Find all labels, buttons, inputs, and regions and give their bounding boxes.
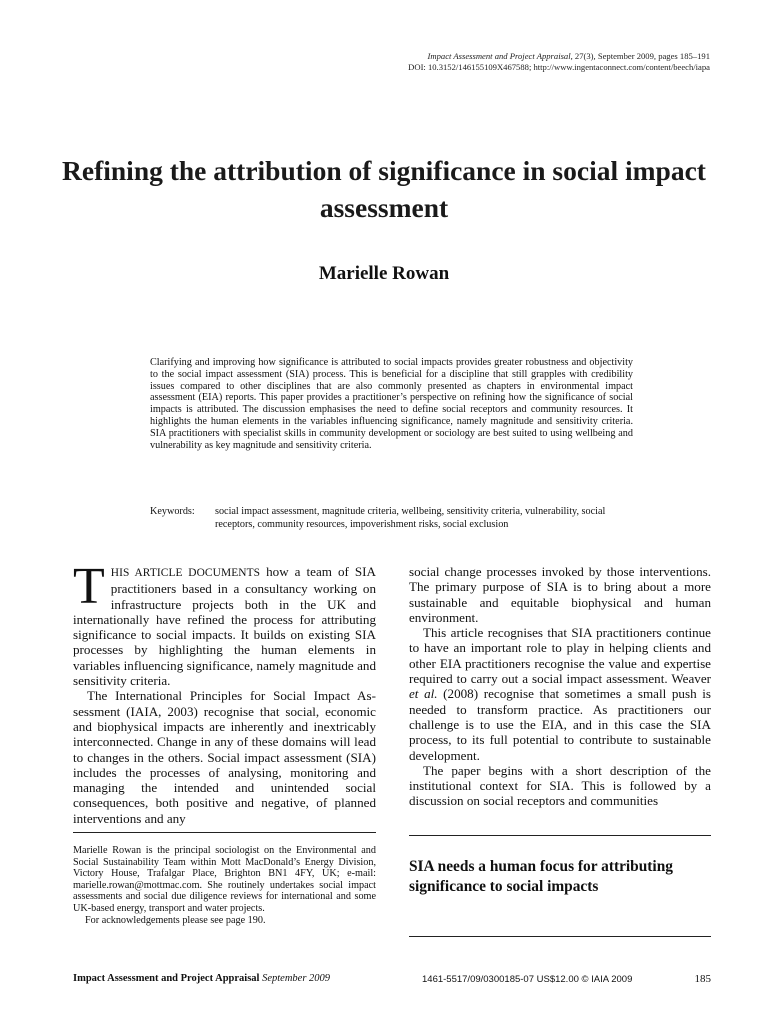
page-number: 185 [694, 973, 711, 985]
doi-line: DOI: 10.3152/146155109X467588; http://www.ingentaconnect.com/content/beech/iapa [408, 62, 710, 72]
footnote-divider [73, 832, 376, 833]
paragraph-practitioners-text-end: (2008) recognise that sometimes a small push is needed to transform practice. As practitioners our challenge is to use the EIA, and in this case the SIA process, to its full potential to contribute to sustainable development. [409, 686, 711, 763]
citation-line [408, 51, 710, 62]
citation-header [408, 51, 710, 73]
lead-in-caps: HIS ARTICLE DOCUMENTS [110, 567, 261, 579]
paragraph-continued: social change processes invoked by those interventions. The primary purpose of SIA is to bring about a more sustainable and equitable biophysical and human environment. [409, 564, 711, 625]
keywords-label: Keywords: [150, 506, 195, 517]
footer-issn-code: 1461-5517/09/0300185-07 US$12.00 © IAIA 2009 [422, 974, 633, 985]
paragraph-intro [73, 558, 376, 689]
acknowledgements-note: For acknowledgements please see page 190. [85, 914, 266, 926]
footer-journal [73, 973, 330, 984]
paragraph-intro-text: how a team of SIA practitioners based in a consultancy working on infrastructure projects both in the UK and internationally have refined the process for attributing significance to social impacts. It builds on existing SIA processes by highlighting the human elements in variables influencing significance, namely magnitude and sensitivity criteria. [73, 564, 376, 689]
author-name: Marielle Rowan [318, 263, 450, 284]
paragraph-practitioners-text: This article recognises that SIA practitioners continue to have an important role to play in helping clients and other EIA practitioners recognise the value and expertise required to carry out a social impact assessment. Weaver [409, 625, 711, 687]
citation-et-al: et al. [409, 686, 438, 702]
paragraph-practitioners [409, 625, 711, 763]
footer-journal-name: Impact Assessment and Project Appraisal [73, 973, 260, 984]
sidebar-top-rule [409, 835, 711, 836]
body-column-left [73, 558, 376, 826]
abstract: Clarifying and improving how significance is attributed to social impacts provides greater robustness and objectivity to the social impact assessment (SIA) process. This is beneficial for a discipline that still grapples with credibility issues compared to other disciplines that are also commonly presented as chapters in environmental impact assessment (EIA) reports. This paper provides a practitioner’s perspective on refining how the significance of social impacts is attributed. The discussion emphasises the need to define social receptors and community resources. It highlights the human elements in the variables influencing significance, namely magnitude and sensitivity criteria. SIA practitioners with specialist skills in community development or sociology are best suited to using wellbeing and vulnerability as key magnitude and sensitivity criteria. [150, 357, 633, 451]
body-column-right [409, 564, 711, 809]
paragraph-outline: The paper begins with a short description of the institutional context for SIA. This is followed by a discussion on social receptors and communities [409, 762, 711, 809]
drop-cap: T [73, 558, 105, 615]
paragraph-principles: The International Principles for Social Impact Assessment (IAIA, 2003) recognise that social, economic and biophysical impacts are inherently and inextricably interconnected. Change in any of these domains will lead to changes in the others. Social impact assessment (SIA) includes the processes of analysing, monitoring and managing the intended and unintended social consequences, both positive and negative, of planned interventions and any [73, 688, 376, 826]
article-title: Refining the attribution of significance in social impact assessment [62, 155, 706, 223]
author-footnote [73, 845, 376, 926]
keywords [150, 506, 635, 531]
section-heading: SIA needs a human focus for attributing significance to social impacts [409, 858, 673, 895]
footer-date: September 2009 [259, 973, 331, 984]
citation-details: , 27(3), September 2009, pages 185–191 [570, 51, 710, 61]
sidebar-bottom-rule [409, 936, 711, 937]
keywords-list: social impact assessment, magnitude criteria, wellbeing, sensitivity criteria, vulnerability, social receptors, community resources, impoverishment risks, social exclusion [215, 506, 606, 530]
page-footer [73, 973, 711, 987]
author-bio: Marielle Rowan is the principal sociologist on the Environmental and Social Sustainability Team within Mott MacDonald’s Energy Division, Victory House, Trafalgar Place, Brighton BN1 4FY, UK; e-mail: marielle.rowan@mottmac.com. She routinely undertakes social impact assessments and social due diligence reviews for international and some UK-based energy, transport and water projects. [73, 845, 376, 914]
citation-journal-name: Impact Assessment and Project Appraisal [427, 51, 571, 61]
